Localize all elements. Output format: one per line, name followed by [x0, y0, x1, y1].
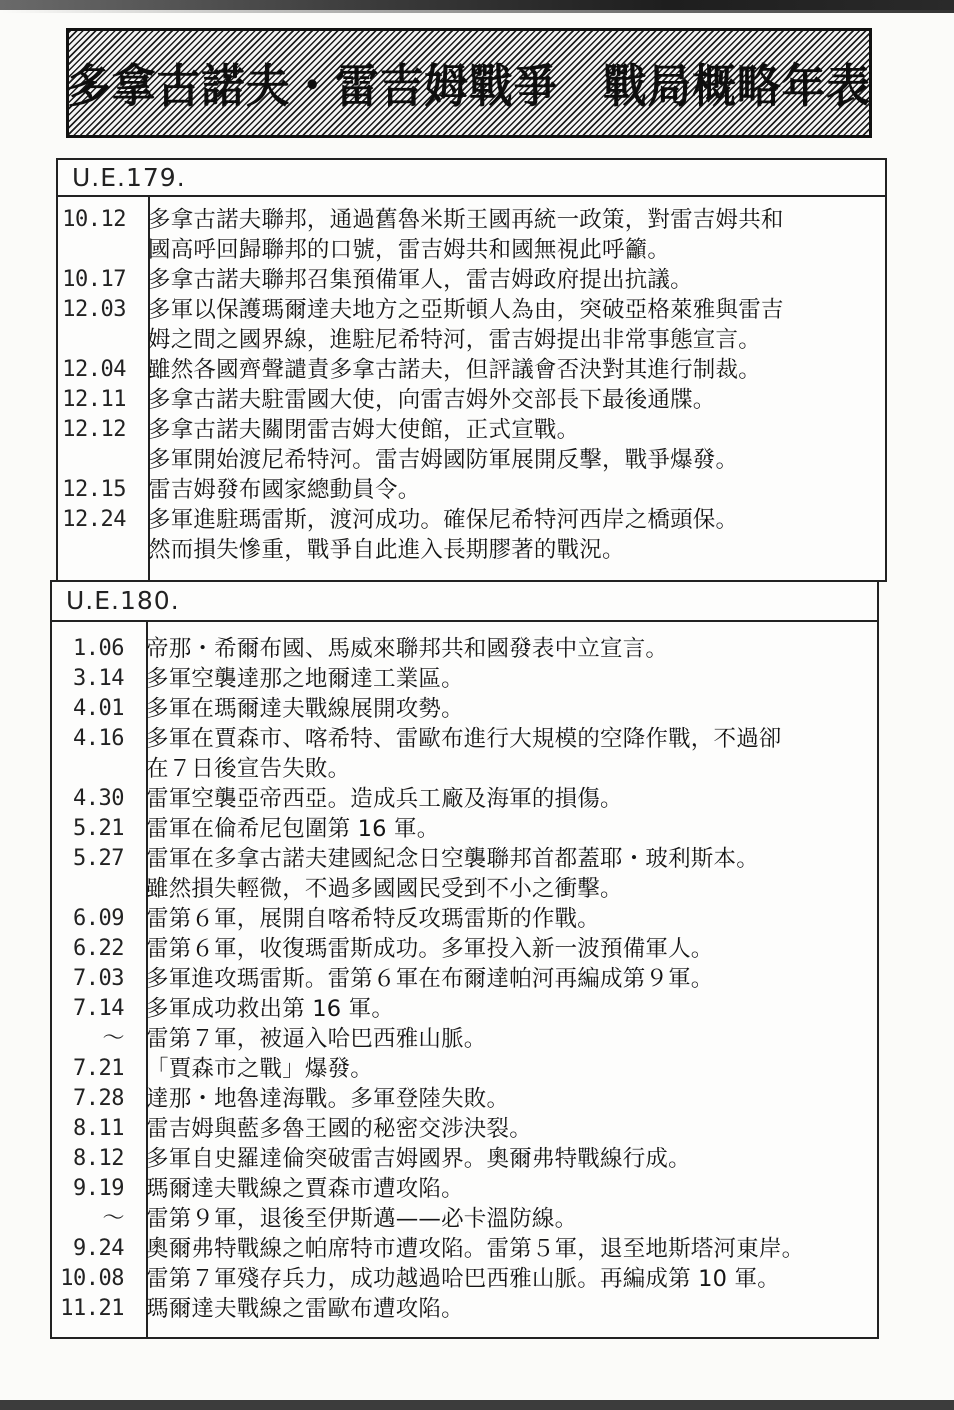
- entry-text: 國高呼回歸聯邦的口號，雷吉姆共和國無視此呼籲。: [148, 237, 671, 263]
- timeline-entry: [58, 385, 885, 415]
- timeline-entry: [52, 694, 877, 724]
- entry-date: 10.17: [62, 267, 126, 292]
- section-year-header: U.E.180.: [52, 582, 877, 622]
- timeline-entry: [52, 1234, 877, 1264]
- timeline-entry: [52, 1024, 877, 1054]
- timeline-entry: [58, 505, 885, 535]
- section-year-header: U.E.179.: [58, 160, 885, 197]
- entry-date: 8.11: [73, 1116, 124, 1141]
- entry-text: 雖然各國齊聲譴責多拿古諾夫，但評議會否決對其進行制裁。: [148, 357, 761, 383]
- entry-text: 多軍在賈森市、喀希特、雷歐布進行大規模的空降作戰，不過卻: [146, 726, 782, 752]
- entry-date: 12.15: [62, 477, 126, 502]
- entry-date: 12.11: [62, 387, 126, 412]
- entry-date: 1.06: [73, 636, 124, 661]
- entry-text: 多拿古諾夫關閉雷吉姆大使館，正式宣戰。: [148, 417, 580, 443]
- entry-date: 10.08: [60, 1266, 124, 1291]
- timeline-entry: [52, 964, 877, 994]
- entry-date: 3.14: [73, 666, 124, 691]
- entry-date: ～: [102, 1206, 124, 1231]
- scan-bottom-edge: [0, 1400, 954, 1410]
- entry-text: 多軍開始渡尼希特河。雷吉姆國防軍展開反擊，戰爭爆發。: [148, 447, 739, 473]
- entry-text: 「賈森市之戰」爆發。: [146, 1056, 374, 1082]
- entry-date: 7.14: [73, 996, 124, 1021]
- scan-top-edge: [0, 0, 954, 10]
- entry-date: 12.12: [62, 417, 126, 442]
- timeline-entry: [52, 1294, 877, 1324]
- entry-text: 多軍進駐瑪雷斯，渡河成功。確保尼希特河西岸之橋頭保。: [148, 507, 739, 533]
- timeline-entry: [52, 934, 877, 964]
- entry-text: 雖然損失輕微，不過多國國民受到不小之衝擊。: [146, 876, 623, 902]
- entry-text: 雷第６軍，收復瑪雷斯成功。多軍投入新一波預備軍人。: [146, 936, 714, 962]
- timeline-entry: [52, 904, 877, 934]
- timeline-entry: [52, 814, 877, 844]
- timeline-entry: [52, 1264, 877, 1294]
- timeline-section-ue179: [56, 158, 887, 582]
- entry-date: ～: [102, 1026, 124, 1051]
- entry-text: 多拿古諾夫聯邦，通過舊魯米斯王國再統一政策，對雷吉姆共和: [148, 207, 784, 233]
- entry-text: 雷吉姆發布國家總動員令。: [148, 477, 421, 503]
- entry-date: 7.28: [73, 1086, 124, 1111]
- entry-text: 瑪爾達夫戰線之雷歐布遭攻陷。: [146, 1296, 464, 1322]
- entry-text: 雷軍在倫希尼包圍第 16 軍。: [146, 816, 440, 842]
- timeline-entry: [52, 1204, 877, 1234]
- entry-text: 雷第７軍殘存兵力，成功越過哈巴西雅山脈。再編成第 10 軍。: [146, 1266, 780, 1292]
- timeline-entry: [58, 415, 885, 445]
- timeline-entry: [52, 664, 877, 694]
- timeline-entry: [58, 445, 885, 475]
- entry-date: 10.12: [62, 207, 126, 232]
- timeline-entry: [52, 1174, 877, 1204]
- entry-date: 11.21: [60, 1296, 124, 1321]
- entry-date: [52, 874, 136, 904]
- timeline-entry: [58, 235, 885, 265]
- timeline-entry: [52, 1114, 877, 1144]
- entry-date: 9.19: [73, 1176, 124, 1201]
- timeline-entry: [52, 874, 877, 904]
- timeline-entry: [52, 1144, 877, 1174]
- entry-date: 6.09: [73, 906, 124, 931]
- timeline-section-ue180: [50, 580, 879, 1339]
- entry-date: 12.24: [62, 507, 126, 532]
- entry-date: [58, 235, 138, 265]
- entry-text: 在７日後宣告失敗。: [146, 756, 351, 782]
- timeline-entry: [52, 994, 877, 1024]
- timeline-entry: [58, 295, 885, 325]
- entry-date: [52, 754, 136, 784]
- entry-text: 帝那・希爾布國、馬威來聯邦共和國發表中立宣言。: [146, 636, 669, 662]
- entry-text: 雷軍在多拿古諾夫建國紀念日空襲聯邦首都蓋耶・玻利斯本。: [146, 846, 759, 872]
- entry-date: 12.03: [62, 297, 126, 322]
- entry-date: 9.24: [73, 1236, 124, 1261]
- entry-date: [58, 535, 138, 565]
- entry-text: 多軍以保護瑪爾達夫地方之亞斯頓人為由，突破亞格萊雅與雷吉: [148, 297, 784, 323]
- entry-text: 達那・地魯達海戰。多軍登陸失敗。: [146, 1086, 510, 1112]
- entry-text: 多軍進攻瑪雷斯。雷第６軍在布爾達帕河再編成第９軍。: [146, 966, 714, 992]
- entry-text: 雷第９軍，退後至伊斯邁——必卡溫防線。: [146, 1206, 578, 1232]
- timeline-entry: [58, 265, 885, 295]
- timeline-entry: [52, 634, 877, 664]
- timeline-entry: [58, 205, 885, 235]
- timeline-entry: [52, 1054, 877, 1084]
- timeline-entry: [58, 325, 885, 355]
- entry-text: 雷第６軍，展開自喀希特反攻瑪雷斯的作戰。: [146, 906, 601, 932]
- entry-text: 瑪爾達夫戰線之賈森市遭攻陷。: [146, 1176, 464, 1202]
- entry-text: 多拿古諾夫駐雷國大使，向雷吉姆外交部長下最後通牒。: [148, 387, 716, 413]
- timeline-entry: [58, 475, 885, 505]
- timeline-entry: [52, 1084, 877, 1114]
- page-title: 多拿古諾夫・雷吉姆戰爭 戰局概略年表: [67, 59, 871, 113]
- entry-date: 6.22: [73, 936, 124, 961]
- entry-text: 多軍成功救出第 16 軍。: [146, 996, 395, 1022]
- timeline-entry: [52, 754, 877, 784]
- timeline-entry: [52, 784, 877, 814]
- entry-text: 多軍自史羅達倫突破雷吉姆國界。奧爾弗特戰線行成。: [146, 1146, 691, 1172]
- entry-date: [58, 445, 138, 475]
- entry-date: 4.16: [73, 726, 124, 751]
- entry-text: 多軍在瑪爾達夫戰線展開攻勢。: [146, 696, 464, 722]
- title-banner: [66, 28, 872, 138]
- entry-text: 雷軍空襲亞帝西亞。造成兵工廠及海軍的損傷。: [146, 786, 623, 812]
- timeline-entry: [52, 724, 877, 754]
- entry-text: 然而損失慘重，戰爭自此進入長期膠著的戰況。: [148, 537, 625, 563]
- timeline-entry: [52, 844, 877, 874]
- entry-text: 多拿古諾夫聯邦召集預備軍人，雷吉姆政府提出抗議。: [148, 267, 693, 293]
- timeline-entry: [58, 355, 885, 385]
- timeline-entry: [58, 535, 885, 565]
- entry-date: 5.21: [73, 816, 124, 841]
- entry-date: 12.04: [62, 357, 126, 382]
- entry-date: 7.21: [73, 1056, 124, 1081]
- entry-date: [58, 325, 138, 355]
- entry-text: 奧爾弗特戰線之帕席特市遭攻陷。雷第５軍，退至地斯塔河東岸。: [146, 1236, 805, 1262]
- entry-date: 7.03: [73, 966, 124, 991]
- entry-date: 5.27: [73, 846, 124, 871]
- entry-date: 8.12: [73, 1146, 124, 1171]
- entry-text: 姆之間之國界線，進駐尼希特河，雷吉姆提出非常事態宣言。: [148, 327, 761, 353]
- entry-text: 雷第７軍，被逼入哈巴西雅山脈。: [146, 1026, 487, 1052]
- entry-date: 4.30: [73, 786, 124, 811]
- entry-date: 4.01: [73, 696, 124, 721]
- entry-text: 雷吉姆與藍多魯王國的秘密交涉決裂。: [146, 1116, 532, 1142]
- entry-text: 多軍空襲達那之地爾達工業區。: [146, 666, 464, 692]
